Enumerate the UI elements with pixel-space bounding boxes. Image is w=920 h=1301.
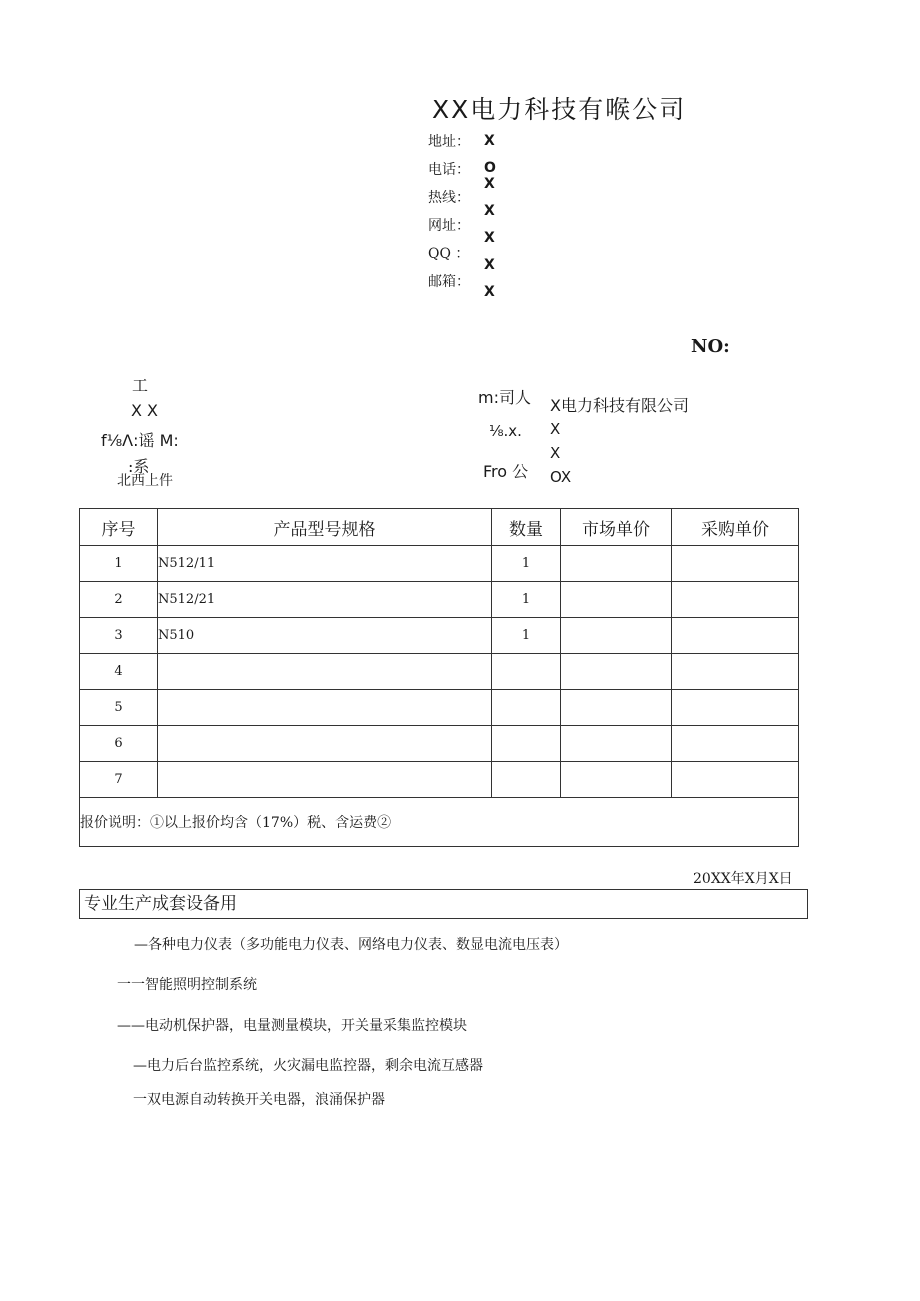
- table-row: [80, 582, 799, 618]
- row-market-price: [561, 690, 672, 726]
- row-quantity: [492, 762, 561, 798]
- website-value: X: [484, 203, 495, 219]
- row-index: 7: [80, 762, 158, 798]
- row-market-price: [561, 618, 672, 654]
- row-spec: N512/21: [158, 582, 492, 618]
- left-line-3: f⅛Λ:谣 M:: [101, 431, 179, 450]
- phone-label: 电话：: [428, 162, 470, 178]
- row-index: 4: [80, 654, 158, 690]
- quote-table: [79, 508, 799, 847]
- quote-number-label: NO:: [691, 336, 730, 357]
- left-line-4: :系: [128, 457, 150, 476]
- email-value: X: [484, 257, 495, 273]
- row-quantity: 1: [492, 546, 561, 582]
- row-spec: [158, 762, 492, 798]
- client-company-value: X电力科技有限公司: [550, 396, 689, 415]
- row-purchase-price: [672, 654, 799, 690]
- product-line-2: 一一智能照明控制系统: [117, 977, 257, 993]
- extra-contact-value: X: [484, 284, 495, 300]
- contact-person-label: m:司人: [478, 388, 531, 407]
- right-value-3: X: [550, 444, 561, 462]
- table-row: [80, 726, 799, 762]
- quote-date: 20XX年X月X日: [693, 871, 793, 887]
- product-line-4: —电力后台监控系统，火灾漏电监控器，剩余电流互感器: [133, 1058, 483, 1074]
- row-index: 6: [80, 726, 158, 762]
- right-value-4: OX: [550, 468, 572, 486]
- table-row: [80, 654, 799, 690]
- row-market-price: [561, 546, 672, 582]
- website-label: 网址：: [428, 218, 470, 234]
- right-value-2: X: [550, 420, 561, 438]
- product-line-1: —各种电力仪表（多功能电力仪表、网络电力仪表、数显电流电压表）: [134, 937, 568, 953]
- row-quantity: [492, 690, 561, 726]
- row-market-price: [561, 762, 672, 798]
- qq-value: X: [484, 230, 495, 246]
- right-label-3: Fro 公: [483, 462, 529, 481]
- table-header-row: [80, 509, 799, 546]
- row-purchase-price: [672, 690, 799, 726]
- left-line-1: 工: [132, 376, 149, 395]
- product-line-5: 一双电源自动转换开关电器，浪涌保护器: [133, 1092, 385, 1108]
- hotline-label: 热线：: [428, 190, 470, 206]
- row-purchase-price: [672, 762, 799, 798]
- table-row: [80, 618, 799, 654]
- email-label: 邮箱：: [428, 274, 470, 290]
- right-label-2: ⅛.x.: [489, 422, 522, 440]
- company-title: XX电力科技有喉公司: [432, 95, 687, 124]
- phone-value: O: [484, 160, 496, 176]
- hotline-value: X: [484, 176, 495, 192]
- row-quantity: [492, 654, 561, 690]
- row-purchase-price: [672, 582, 799, 618]
- header-spec: 产品型号规格: [158, 509, 492, 546]
- header-quantity: 数量: [492, 509, 561, 546]
- left-line-5-cut: 北西上件: [117, 473, 173, 489]
- row-quantity: 1: [492, 582, 561, 618]
- row-spec: N512/11: [158, 546, 492, 582]
- quote-note: 报价说明：①以上报价均含（17%）税、含运费②: [80, 798, 799, 847]
- table-row: [80, 546, 799, 582]
- header-market-price: 市场单价: [561, 509, 672, 546]
- row-spec: N510: [158, 618, 492, 654]
- row-index: 2: [80, 582, 158, 618]
- row-purchase-price: [672, 726, 799, 762]
- left-line-2: X X: [131, 401, 159, 420]
- table-row: [80, 690, 799, 726]
- qq-label: QQ ：: [428, 246, 470, 262]
- table-row: [80, 762, 799, 798]
- product-line-3: ——电动机保护器，电量测量模块，开关量采集监控模块: [117, 1018, 467, 1034]
- row-quantity: [492, 726, 561, 762]
- row-purchase-price: [672, 618, 799, 654]
- row-spec: [158, 654, 492, 690]
- row-index: 3: [80, 618, 158, 654]
- row-index: 1: [80, 546, 158, 582]
- table-note-row: [80, 798, 799, 847]
- row-market-price: [561, 654, 672, 690]
- row-spec: [158, 726, 492, 762]
- address-label: 地址：: [428, 134, 470, 150]
- row-index: 5: [80, 690, 158, 726]
- address-value: X: [484, 133, 495, 149]
- product-banner: 专业生产成套设备用: [79, 889, 808, 919]
- row-market-price: [561, 726, 672, 762]
- row-quantity: 1: [492, 618, 561, 654]
- header-purchase-price: 采购单价: [672, 509, 799, 546]
- header-index: 序号: [80, 509, 158, 546]
- row-market-price: [561, 582, 672, 618]
- row-purchase-price: [672, 546, 799, 582]
- row-spec: [158, 690, 492, 726]
